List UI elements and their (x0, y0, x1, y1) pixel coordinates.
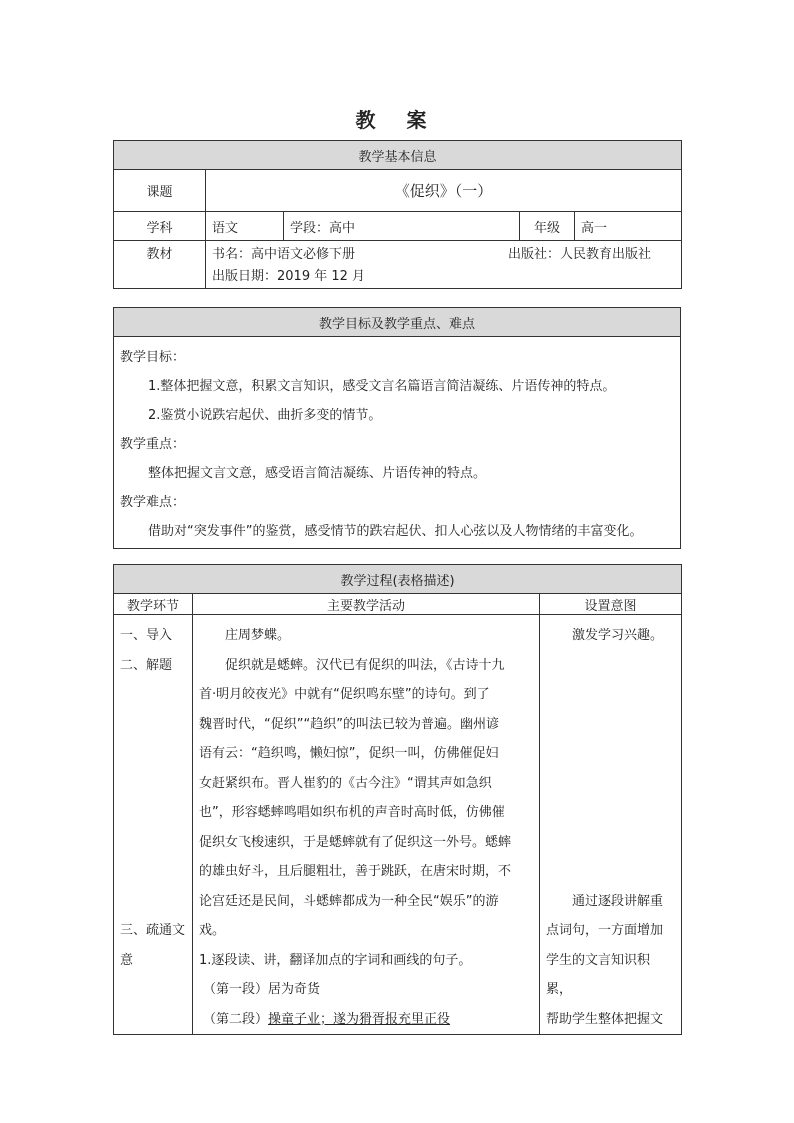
activity-2-line: 论宫廷还是民间，斗蟋蟀都成为一种全民“娱乐”的游 (199, 893, 499, 909)
activity-column (193, 615, 540, 1035)
col-intent-header: 设置意图 (540, 594, 682, 615)
intent-3-line: 学生的文言知识积累， (546, 952, 651, 997)
subject-value: 语文 (206, 212, 284, 241)
book-name: 书名：高中语文必修下册 (212, 247, 356, 262)
activity-2-line: 语有云：“趋织鸣，懒妇惊”，促织一叫，仿佛催促妇 (199, 746, 499, 761)
grade-value: 高一 (575, 212, 682, 241)
activity-2 (199, 651, 533, 946)
process-table (113, 564, 682, 1035)
activity-2-line: 的雄虫好斗，且后腿粗壮，善于跳跃，在唐宋时期，不 (199, 864, 512, 879)
stage-1: 一、导入 (120, 628, 173, 643)
basic-info-header: 教学基本信息 (114, 141, 682, 170)
stage-text: 学段：高中 (284, 212, 520, 241)
material-label: 教材 (114, 241, 206, 289)
topic-value: 《促织》（一） (206, 170, 682, 212)
stage-3a: 三、疏通文 (120, 923, 186, 938)
activity-2-line: 戏。 (199, 923, 226, 938)
topic-label: 课题 (114, 170, 206, 212)
col-activity-header: 主要教学活动 (193, 594, 540, 615)
process-header: 教学过程(表格描述) (114, 565, 682, 594)
intent-column (540, 615, 682, 1035)
goals-body (114, 337, 681, 549)
intent-3-line: 通过逐段讲解重 (572, 893, 664, 909)
goals-table (113, 307, 681, 549)
activity-2-line: 魏晋时代，“促织”“趋织”的叫法已较为普遍。幽州谚 (199, 716, 499, 732)
difficult-points-title: 教学难点： (120, 495, 186, 510)
para-2-text: 操童子业；遂为猾胥报充里正役 (268, 1011, 451, 1027)
subject-label: 学科 (114, 212, 206, 241)
intent-3 (546, 887, 675, 1035)
activity-1: 庄周梦蝶。 (225, 628, 291, 643)
grade-label: 年级 (520, 212, 575, 241)
stage-3b: 意 (120, 952, 134, 968)
activity-2-line: 首·明月皎夜光》中就有“促织鸣东壁”的诗句。到了 (199, 687, 490, 702)
activity-3: 1.逐段读、讲，翻译加点的字词和画线的句子。 (199, 952, 472, 968)
activity-2-line: 女赶紧织布。晋人崔豹的《古今注》“谓其声如急织 (199, 775, 492, 791)
para-1-text: 居为奇货 (268, 982, 321, 997)
basic-info-table (113, 140, 682, 289)
stage-column (114, 615, 193, 1035)
key-points-title: 教学重点： (120, 437, 186, 452)
intent-3-line: 帮助学生整体把握文 (546, 1011, 664, 1027)
objectives-title: 教学目标： (120, 350, 186, 365)
key-points-text: 整体把握文言文意，感受语言简洁凝练、片语传神的特点。 (148, 466, 487, 481)
para-2-label: （第二段） (203, 1011, 269, 1027)
difficult-points-text: 借助对“突发事件”的鉴赏，感受情节的跌宕起伏、扣人心弦以及人物情绪的丰富变化。 (148, 524, 643, 539)
activity-2-line: 促织女飞梭速织，于是蟋蟀就有了促织这一外号。蟋蟀 (199, 834, 512, 850)
activity-2-line: 也”，形容蟋蟀鸣唱如织布机的声音时高时低，仿佛催 (199, 805, 505, 820)
activity-2-line: 促织就是蟋蟀。汉代已有促织的叫法，《古诗十九 (225, 657, 505, 673)
publish-date: 出版日期：2019 年 12 月 (212, 269, 366, 284)
material-details (206, 241, 682, 289)
col-stage-header: 教学环节 (114, 594, 193, 615)
intent-3-line: 点词句，一方面增加 (546, 923, 664, 938)
document-title: 教 案 (355, 108, 439, 132)
objective-1: 1.整体把握文意，积累文言知识，感受文言名篇语言简洁凝练、片语传神的特点。 (148, 379, 616, 394)
publisher: 出版社：人民教育出版社 (507, 247, 651, 262)
goals-header: 教学目标及教学重点、难点 (114, 308, 681, 337)
objective-2: 2.鉴赏小说跌宕起伏、曲折多变的情节。 (148, 408, 382, 423)
para-2 (199, 1005, 533, 1035)
intent-1: 激发学习兴趣。 (572, 628, 664, 643)
stage-2: 二、解题 (120, 657, 173, 673)
para-1-label: （第一段） (203, 982, 269, 997)
para-1 (199, 975, 533, 1005)
